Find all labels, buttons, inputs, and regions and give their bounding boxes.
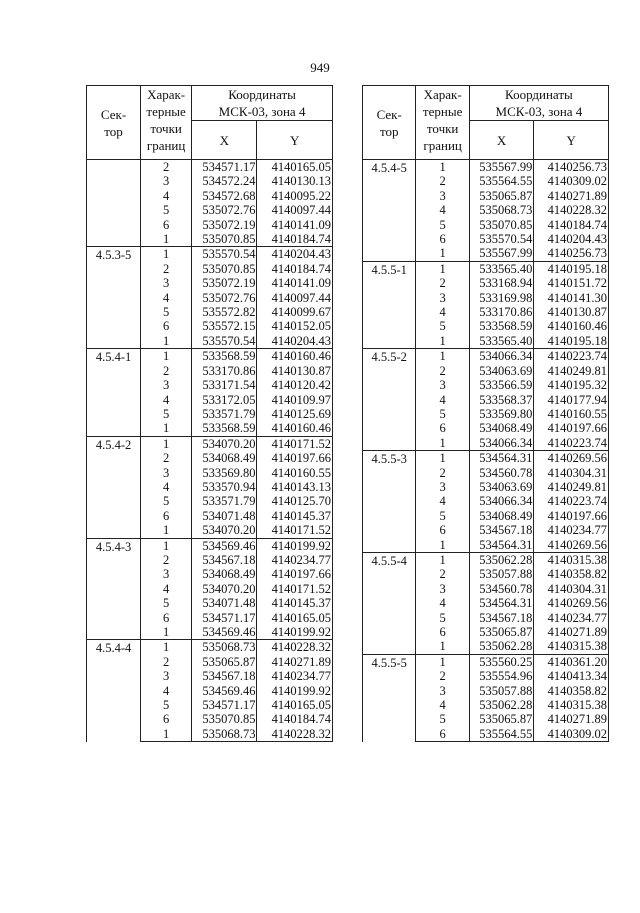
- y-coordinate-cell: 4140171.52: [257, 582, 333, 596]
- x-coordinate-cell: 533171.54: [192, 378, 257, 392]
- x-coordinate-cell: 535068.73: [192, 727, 257, 742]
- point-number-cell: 6: [141, 218, 192, 232]
- y-coordinate-cell: 4140160.55: [257, 466, 333, 480]
- points-header: Харак- терные точки границ: [416, 86, 469, 160]
- point-number-cell: 3: [141, 276, 192, 290]
- point-number-cell: 6: [416, 523, 469, 537]
- point-number-cell: 3: [416, 378, 469, 392]
- point-number-cell: 1: [141, 334, 192, 349]
- y-coordinate-cell: 4140256.73: [534, 246, 609, 261]
- x-coordinate-cell: 533169.98: [469, 291, 534, 305]
- table-row: [363, 654, 609, 669]
- y-coordinate-cell: 4140358.82: [534, 567, 609, 581]
- x-coordinate-cell: 534567.18: [469, 611, 534, 625]
- y-coordinate-cell: 4140204.43: [257, 334, 333, 349]
- point-number-cell: 2: [141, 655, 192, 669]
- point-number-cell: 4: [141, 189, 192, 203]
- point-number-cell: 3: [416, 291, 469, 305]
- x-coordinate-cell: 535070.85: [192, 712, 257, 726]
- point-number-cell: 1: [141, 640, 192, 655]
- point-number-cell: 1: [416, 349, 469, 364]
- point-number-cell: 4: [416, 393, 469, 407]
- point-number-cell: 5: [141, 305, 192, 319]
- x-coordinate-cell: 535564.55: [469, 727, 534, 742]
- x-coordinate-cell: 534571.17: [192, 698, 257, 712]
- point-number-cell: 3: [141, 466, 192, 480]
- x-coordinate-cell: 535570.54: [192, 334, 257, 349]
- coordinates-table-right: [362, 85, 609, 742]
- x-coordinate-cell: 534572.68: [192, 189, 257, 203]
- point-number-cell: 4: [416, 494, 469, 508]
- y-coordinate-cell: 4140109.97: [257, 393, 333, 407]
- point-number-cell: 4: [416, 203, 469, 217]
- point-number-cell: 6: [416, 625, 469, 639]
- point-number-cell: 5: [141, 203, 192, 217]
- y-coordinate-cell: 4140234.77: [534, 611, 609, 625]
- point-number-cell: 1: [141, 349, 192, 364]
- y-coordinate-cell: 4140130.87: [534, 305, 609, 319]
- x-coordinate-cell: 535560.25: [469, 654, 534, 669]
- x-coordinate-cell: 533565.40: [469, 334, 534, 349]
- y-coordinate-cell: 4140171.52: [257, 436, 333, 451]
- x-coordinate-cell: 533568.59: [192, 421, 257, 436]
- point-number-cell: 1: [416, 639, 469, 654]
- sector-cell: 4.5.5-4: [363, 552, 416, 654]
- x-coordinate-cell: 533568.37: [469, 393, 534, 407]
- point-number-cell: 4: [416, 596, 469, 610]
- coordinates-header: Координаты МСК-03, зона 4: [469, 86, 608, 121]
- x-coordinate-cell: 533170.86: [469, 305, 534, 319]
- sector-cell: 4.5.5-1: [363, 261, 416, 348]
- point-number-cell: 1: [416, 654, 469, 669]
- y-coordinate-cell: 4140095.22: [257, 189, 333, 203]
- points-header: Харак- терные точки границ: [141, 86, 192, 160]
- y-coordinate-cell: 4140195.18: [534, 334, 609, 349]
- sector-cell: [87, 160, 141, 247]
- point-number-cell: 1: [141, 523, 192, 538]
- y-coordinate-cell: 4140097.44: [257, 291, 333, 305]
- point-number-cell: 2: [416, 276, 469, 290]
- point-number-cell: 1: [416, 552, 469, 567]
- y-coordinate-cell: 4140199.92: [257, 684, 333, 698]
- x-coordinate-cell: 533571.79: [192, 407, 257, 421]
- point-number-cell: 3: [416, 684, 469, 698]
- x-coordinate-cell: 535072.76: [192, 203, 257, 217]
- point-number-cell: 2: [141, 160, 192, 175]
- x-coordinate-cell: 534066.34: [469, 349, 534, 364]
- point-number-cell: 6: [141, 509, 192, 523]
- point-number-cell: 4: [416, 698, 469, 712]
- x-coordinate-cell: 535068.73: [469, 203, 534, 217]
- x-coordinate-cell: 535065.87: [469, 712, 534, 726]
- point-number-cell: 1: [141, 421, 192, 436]
- point-number-cell: 1: [416, 261, 469, 276]
- y-coordinate-cell: 4140249.81: [534, 364, 609, 378]
- y-coordinate-cell: 4140197.66: [257, 567, 333, 581]
- x-coordinate-cell: 535068.73: [192, 640, 257, 655]
- y-coordinate-cell: 4140125.69: [257, 407, 333, 421]
- sector-cell: 4.5.4-4: [87, 640, 141, 742]
- point-number-cell: 5: [416, 218, 469, 232]
- x-coordinate-cell: 535570.54: [469, 232, 534, 246]
- sector-header: Сек- тор: [87, 86, 141, 160]
- x-coordinate-cell: 534063.69: [469, 480, 534, 494]
- x-coordinate-cell: 534066.34: [469, 494, 534, 508]
- y-coordinate-cell: 4140152.05: [257, 319, 333, 333]
- point-number-cell: 1: [141, 538, 192, 553]
- point-number-cell: 5: [416, 407, 469, 421]
- point-number-cell: 2: [416, 364, 469, 378]
- point-number-cell: 5: [416, 712, 469, 726]
- x-coordinate-cell: 534567.18: [192, 553, 257, 567]
- y-coordinate-cell: 4140141.09: [257, 218, 333, 232]
- x-coordinate-cell: 533172.05: [192, 393, 257, 407]
- x-coordinate-cell: 533566.59: [469, 378, 534, 392]
- y-coordinate-cell: 4140099.67: [257, 305, 333, 319]
- x-coordinate-cell: 535062.28: [469, 639, 534, 654]
- y-coordinate-cell: 4140143.13: [257, 480, 333, 494]
- sector-header: Сек- тор: [363, 86, 416, 160]
- y-coordinate-cell: 4140141.30: [534, 291, 609, 305]
- y-coordinate-cell: 4140315.38: [534, 698, 609, 712]
- point-number-cell: 6: [416, 727, 469, 742]
- y-coordinate-cell: 4140125.70: [257, 494, 333, 508]
- x-coordinate-cell: 534068.49: [192, 567, 257, 581]
- x-coordinate-cell: 534068.49: [469, 421, 534, 435]
- point-number-cell: 2: [141, 451, 192, 465]
- x-coordinate-cell: 534567.18: [192, 669, 257, 683]
- x-coordinate-cell: 535070.85: [192, 262, 257, 276]
- x-coordinate-cell: 534066.34: [469, 436, 534, 451]
- x-coordinate-cell: 534068.49: [469, 509, 534, 523]
- x-coordinate-cell: 534071.48: [192, 596, 257, 610]
- point-number-cell: 4: [416, 305, 469, 319]
- point-number-cell: 1: [416, 436, 469, 451]
- x-coordinate-cell: 535572.15: [192, 319, 257, 333]
- y-coordinate-cell: 4140228.32: [534, 203, 609, 217]
- x-coordinate-cell: 535072.19: [192, 218, 257, 232]
- y-column-header: Y: [534, 121, 609, 160]
- point-number-cell: 2: [141, 364, 192, 378]
- table-row: [363, 261, 609, 276]
- y-coordinate-cell: 4140165.05: [257, 611, 333, 625]
- coordinates-table-left: [86, 85, 333, 742]
- y-coordinate-cell: 4140184.74: [257, 262, 333, 276]
- y-coordinate-cell: 4140315.38: [534, 639, 609, 654]
- x-coordinate-cell: 533565.40: [469, 261, 534, 276]
- point-number-cell: 2: [141, 262, 192, 276]
- x-coordinate-cell: 535570.54: [192, 247, 257, 262]
- sector-cell: 4.5.5-2: [363, 349, 416, 451]
- point-number-cell: 6: [416, 421, 469, 435]
- point-number-cell: 4: [141, 291, 192, 305]
- x-coordinate-cell: 534560.78: [469, 466, 534, 480]
- point-number-cell: 1: [141, 232, 192, 247]
- y-coordinate-cell: 4140249.81: [534, 480, 609, 494]
- y-coordinate-cell: 4140228.32: [257, 727, 333, 742]
- y-coordinate-cell: 4140130.87: [257, 364, 333, 378]
- point-number-cell: 2: [416, 466, 469, 480]
- y-coordinate-cell: 4140199.92: [257, 538, 333, 553]
- x-coordinate-cell: 535065.87: [469, 189, 534, 203]
- x-coordinate-cell: 535062.28: [469, 552, 534, 567]
- y-coordinate-cell: 4140413.34: [534, 669, 609, 683]
- point-number-cell: 1: [416, 160, 469, 175]
- y-coordinate-cell: 4140197.66: [257, 451, 333, 465]
- sector-cell: 4.5.4-5: [363, 160, 416, 262]
- point-number-cell: 1: [416, 246, 469, 261]
- y-coordinate-cell: 4140165.05: [257, 698, 333, 712]
- y-coordinate-cell: 4140269.56: [534, 596, 609, 610]
- point-number-cell: 5: [141, 698, 192, 712]
- point-number-cell: 6: [141, 319, 192, 333]
- page-number: 949: [310, 60, 330, 75]
- x-coordinate-cell: 535065.87: [469, 625, 534, 639]
- x-coordinate-cell: 533570.94: [192, 480, 257, 494]
- point-number-cell: 6: [416, 232, 469, 246]
- sector-cell: 4.5.3-5: [87, 247, 141, 349]
- y-coordinate-cell: 4140228.32: [257, 640, 333, 655]
- point-number-cell: 2: [416, 174, 469, 188]
- x-coordinate-cell: 533168.94: [469, 276, 534, 290]
- x-coordinate-cell: 535554.96: [469, 669, 534, 683]
- point-number-cell: 1: [416, 451, 469, 466]
- y-coordinate-cell: 4140223.74: [534, 494, 609, 508]
- x-coordinate-cell: 535564.55: [469, 174, 534, 188]
- y-coordinate-cell: 4140165.05: [257, 160, 333, 175]
- y-coordinate-cell: 4140097.44: [257, 203, 333, 217]
- y-coordinate-cell: 4140271.89: [534, 189, 609, 203]
- x-coordinate-cell: 533568.59: [469, 319, 534, 333]
- table-row: [87, 640, 333, 655]
- x-coordinate-cell: 533170.86: [192, 364, 257, 378]
- y-coordinate-cell: 4140304.31: [534, 582, 609, 596]
- y-coordinate-cell: 4140160.46: [257, 349, 333, 364]
- y-coordinate-cell: 4140234.77: [534, 523, 609, 537]
- y-coordinate-cell: 4140309.02: [534, 727, 609, 742]
- point-number-cell: 2: [416, 669, 469, 683]
- y-coordinate-cell: 4140358.82: [534, 684, 609, 698]
- point-number-cell: 4: [141, 684, 192, 698]
- y-coordinate-cell: 4140199.92: [257, 625, 333, 640]
- table-row: [363, 552, 609, 567]
- sector-cell: 4.5.4-1: [87, 349, 141, 436]
- table-row: [363, 451, 609, 466]
- x-coordinate-cell: 535072.19: [192, 276, 257, 290]
- point-number-cell: 1: [141, 247, 192, 262]
- x-column-header: X: [192, 121, 257, 160]
- point-number-cell: 3: [416, 480, 469, 494]
- x-coordinate-cell: 534571.17: [192, 160, 257, 175]
- point-number-cell: 4: [141, 582, 192, 596]
- x-coordinate-cell: 535567.99: [469, 246, 534, 261]
- point-number-cell: 5: [141, 407, 192, 421]
- point-number-cell: 5: [416, 611, 469, 625]
- point-number-cell: 4: [141, 480, 192, 494]
- y-coordinate-cell: 4140361.20: [534, 654, 609, 669]
- sector-cell: 4.5.4-3: [87, 538, 141, 640]
- x-coordinate-cell: 534564.31: [469, 451, 534, 466]
- table-row: [363, 349, 609, 364]
- x-coordinate-cell: 533569.80: [192, 466, 257, 480]
- x-coordinate-cell: 534560.78: [469, 582, 534, 596]
- x-coordinate-cell: 534569.46: [192, 684, 257, 698]
- table-row: [87, 436, 333, 451]
- y-coordinate-cell: 4140309.02: [534, 174, 609, 188]
- y-coordinate-cell: 4140184.74: [534, 218, 609, 232]
- y-coordinate-cell: 4140204.43: [257, 247, 333, 262]
- y-coordinate-cell: 4140269.56: [534, 451, 609, 466]
- x-coordinate-cell: 534564.31: [469, 538, 534, 553]
- y-coordinate-cell: 4140234.77: [257, 669, 333, 683]
- x-coordinate-cell: 535572.82: [192, 305, 257, 319]
- point-number-cell: 1: [141, 436, 192, 451]
- y-coordinate-cell: 4140195.18: [534, 261, 609, 276]
- x-coordinate-cell: 534068.49: [192, 451, 257, 465]
- x-coordinate-cell: 535070.85: [192, 232, 257, 247]
- x-coordinate-cell: 535072.76: [192, 291, 257, 305]
- y-coordinate-cell: 4140304.31: [534, 466, 609, 480]
- y-coordinate-cell: 4140271.89: [257, 655, 333, 669]
- y-coordinate-cell: 4140145.37: [257, 596, 333, 610]
- point-number-cell: 5: [416, 509, 469, 523]
- x-coordinate-cell: 534063.69: [469, 364, 534, 378]
- x-coordinate-cell: 534071.48: [192, 509, 257, 523]
- sector-cell: 4.5.5-3: [363, 451, 416, 553]
- y-coordinate-cell: 4140256.73: [534, 160, 609, 175]
- y-coordinate-cell: 4140271.89: [534, 625, 609, 639]
- y-coordinate-cell: 4140145.37: [257, 509, 333, 523]
- table-row: [87, 247, 333, 262]
- x-coordinate-cell: 535567.99: [469, 160, 534, 175]
- point-number-cell: 3: [416, 582, 469, 596]
- y-coordinate-cell: 4140269.56: [534, 538, 609, 553]
- point-number-cell: 3: [141, 669, 192, 683]
- y-coordinate-cell: 4140184.74: [257, 712, 333, 726]
- point-number-cell: 5: [416, 319, 469, 333]
- y-coordinate-cell: 4140171.52: [257, 523, 333, 538]
- y-coordinate-cell: 4140223.74: [534, 436, 609, 451]
- point-number-cell: 2: [416, 567, 469, 581]
- y-coordinate-cell: 4140120.42: [257, 378, 333, 392]
- x-coordinate-cell: 534070.20: [192, 436, 257, 451]
- point-number-cell: 3: [416, 189, 469, 203]
- point-number-cell: 2: [141, 553, 192, 567]
- coordinates-header: Координаты МСК-03, зона 4: [192, 86, 333, 121]
- point-number-cell: 1: [416, 538, 469, 553]
- table-row: [87, 349, 333, 364]
- y-coordinate-cell: 4140197.66: [534, 509, 609, 523]
- y-coordinate-cell: 4140195.32: [534, 378, 609, 392]
- y-coordinate-cell: 4140197.66: [534, 421, 609, 435]
- y-coordinate-cell: 4140315.38: [534, 552, 609, 567]
- point-number-cell: 3: [141, 174, 192, 188]
- y-coordinate-cell: 4140160.55: [534, 407, 609, 421]
- x-coordinate-cell: 533569.80: [469, 407, 534, 421]
- x-coordinate-cell: 534070.20: [192, 523, 257, 538]
- x-coordinate-cell: 535062.28: [469, 698, 534, 712]
- y-coordinate-cell: 4140130.13: [257, 174, 333, 188]
- point-number-cell: 4: [141, 393, 192, 407]
- sector-cell: 4.5.4-2: [87, 436, 141, 538]
- y-column-header: Y: [257, 121, 333, 160]
- table-row: [87, 160, 333, 175]
- point-number-cell: 5: [141, 596, 192, 610]
- y-coordinate-cell: 4140223.74: [534, 349, 609, 364]
- x-coordinate-cell: 535057.88: [469, 567, 534, 581]
- point-number-cell: 6: [141, 611, 192, 625]
- x-coordinate-cell: 534569.46: [192, 625, 257, 640]
- x-coordinate-cell: 534569.46: [192, 538, 257, 553]
- y-coordinate-cell: 4140184.74: [257, 232, 333, 247]
- x-coordinate-cell: 535057.88: [469, 684, 534, 698]
- point-number-cell: 5: [141, 494, 192, 508]
- x-coordinate-cell: 535070.85: [469, 218, 534, 232]
- table-row: [87, 538, 333, 553]
- point-number-cell: 3: [141, 567, 192, 581]
- y-coordinate-cell: 4140160.46: [534, 319, 609, 333]
- point-number-cell: 1: [141, 727, 192, 742]
- y-coordinate-cell: 4140234.77: [257, 553, 333, 567]
- point-number-cell: 1: [141, 625, 192, 640]
- y-coordinate-cell: 4140141.09: [257, 276, 333, 290]
- y-coordinate-cell: 4140204.43: [534, 232, 609, 246]
- sector-cell: 4.5.5-5: [363, 654, 416, 741]
- y-coordinate-cell: 4140177.94: [534, 393, 609, 407]
- point-number-cell: 3: [141, 378, 192, 392]
- point-number-cell: 1: [416, 334, 469, 349]
- x-coordinate-cell: 534571.17: [192, 611, 257, 625]
- x-coordinate-cell: 534567.18: [469, 523, 534, 537]
- y-coordinate-cell: 4140151.72: [534, 276, 609, 290]
- x-coordinate-cell: 534070.20: [192, 582, 257, 596]
- y-coordinate-cell: 4140160.46: [257, 421, 333, 436]
- x-coordinate-cell: 535065.87: [192, 655, 257, 669]
- x-coordinate-cell: 533568.59: [192, 349, 257, 364]
- x-coordinate-cell: 533571.79: [192, 494, 257, 508]
- x-column-header: X: [469, 121, 534, 160]
- x-coordinate-cell: 534572.24: [192, 174, 257, 188]
- x-coordinate-cell: 534564.31: [469, 596, 534, 610]
- table-row: [363, 160, 609, 175]
- y-coordinate-cell: 4140271.89: [534, 712, 609, 726]
- point-number-cell: 6: [141, 712, 192, 726]
